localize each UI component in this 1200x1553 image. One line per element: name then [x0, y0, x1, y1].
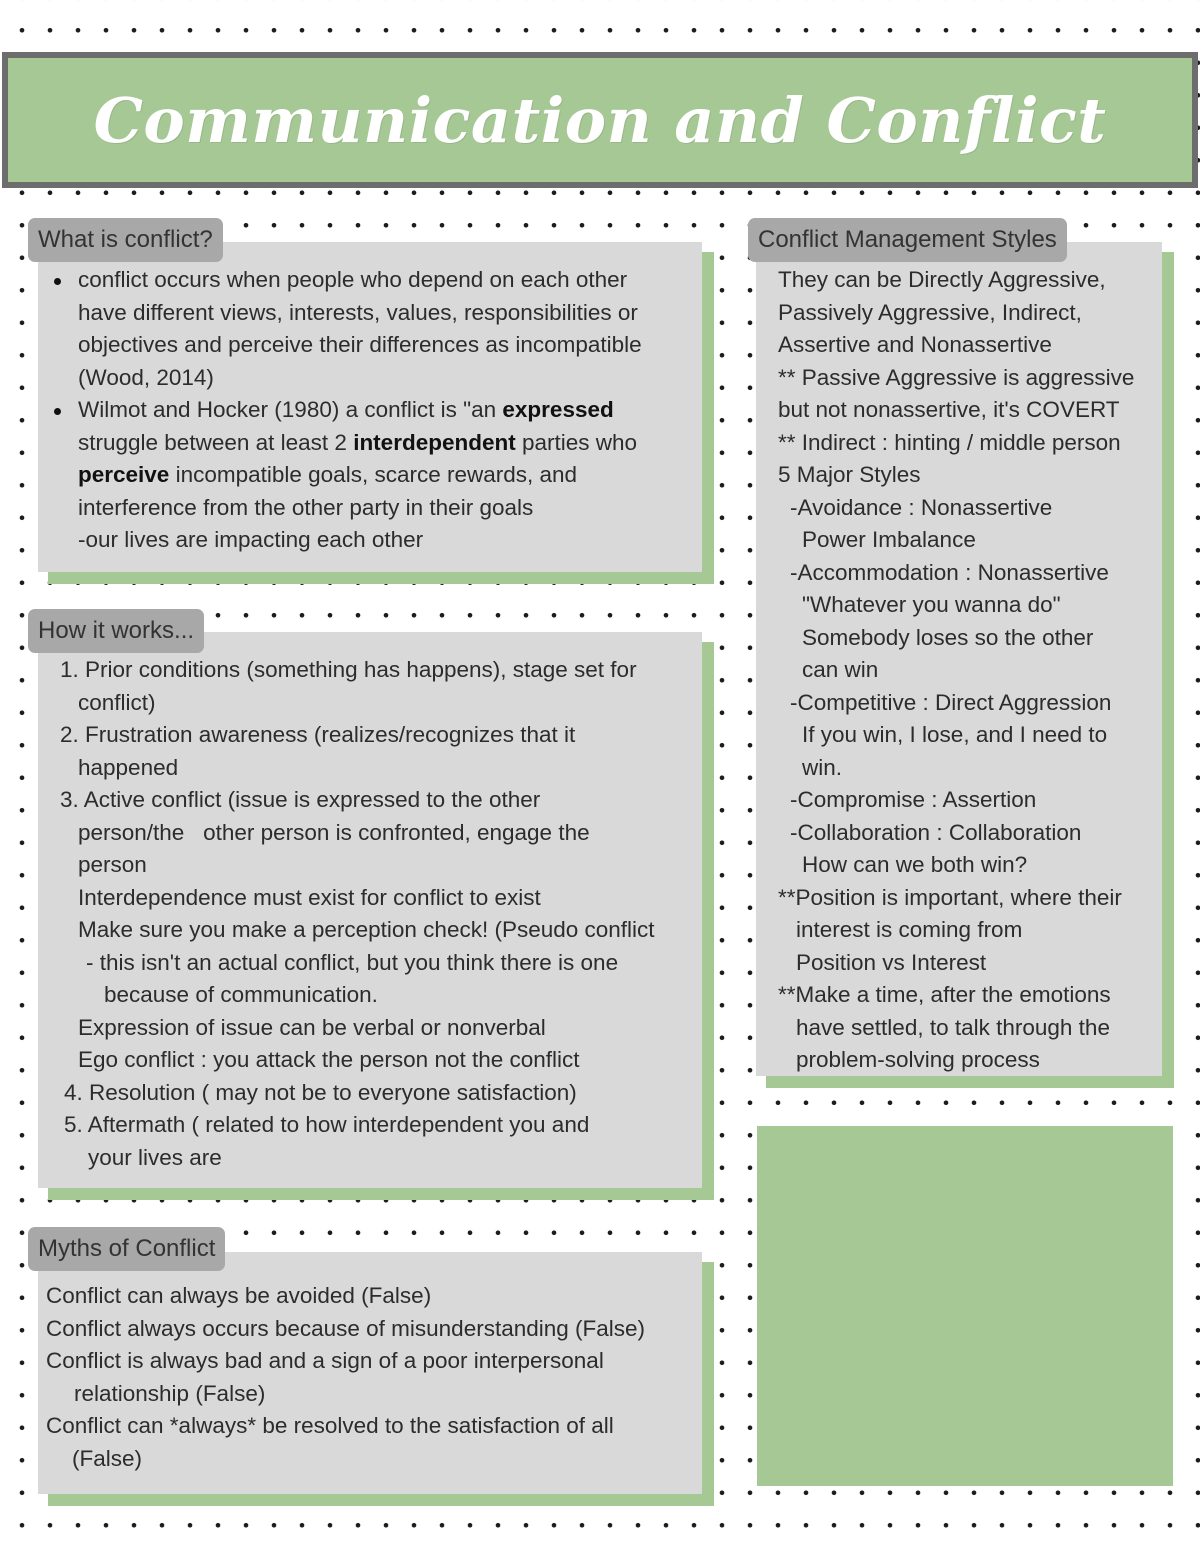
what-b2-line-5: -our lives are impacting each other [78, 527, 424, 552]
what-b1-line-3: objectives and perceive their differences as incompatible [78, 332, 642, 357]
how-line-15: 5. Aftermath ( related to how interdependent you and [64, 1112, 590, 1137]
what-b1-line-2: have different views, interests, values, responsibilities or [78, 299, 638, 325]
how-card [38, 632, 702, 1188]
myths-line-5: Conflict can *always* be resolved to the satisfaction of all [46, 1413, 614, 1438]
styles-line-13: can win [802, 657, 879, 682]
how-line-4: happened [78, 754, 179, 780]
myths-line-6: (False) [72, 1445, 143, 1471]
how-line-1: 1. Prior conditions (something has happens), stage set for [60, 657, 637, 682]
styles-line-8: -Avoidance : Nonassertive [790, 494, 1053, 520]
styles-line-12: Somebody loses so the other [802, 624, 1094, 650]
how-line-8: Interdependence must exist for conflict to exist [78, 884, 541, 910]
myths-line-2: Conflict always occurs because of misunderstanding (False) [46, 1315, 646, 1341]
styles-section-tag: Conflict Management Styles [748, 218, 1067, 262]
myths-line-3: Conflict is always bad and a sign of a poor interpersonal [46, 1348, 604, 1373]
styles-line-11: "Whatever you wanna do" [802, 592, 1061, 617]
what-b2-l1-text: Wilmot and Hocker (1980) a conflict is "an [78, 397, 503, 422]
how-line-10: - this isn't an actual conflict, but you think there is one [86, 949, 619, 975]
myths-card [38, 1252, 702, 1494]
styles-line-list [756, 264, 1134, 1077]
what-b2-l2-text: struggle between at least 2 [78, 429, 354, 455]
how-line-7: person [78, 852, 147, 877]
how-line-2: conflict) [78, 689, 156, 715]
styles-line-22: Position vs Interest [796, 949, 987, 975]
styles-line-20: **Position is important, where their [778, 884, 1122, 910]
how-line-5: 3. Active conflict (issue is expressed to the other [60, 787, 541, 812]
how-section-tag: How it works... [28, 609, 204, 653]
styles-line-17: -Compromise : Assertion [790, 787, 1037, 812]
styles-card [756, 242, 1162, 1076]
styles-line-5: but not nonassertive, it's COVERT [778, 397, 1120, 422]
how-line-13: Ego conflict : you attack the person not the conflict [78, 1047, 580, 1072]
page-title: Communication and Conflict [93, 83, 1107, 157]
what-b1-line-1: conflict occurs when people who depend on each other [78, 267, 628, 292]
what-b2-l3-bold: perceive [78, 462, 170, 487]
myths-section-tag: Myths of Conflict [28, 1227, 225, 1271]
what-b2-line-3 [78, 459, 642, 492]
what-b2-l1-bold: expressed [502, 397, 614, 422]
styles-line-21: interest is coming from [796, 917, 1023, 942]
styles-line-4: ** Passive Aggressive is aggressive [778, 364, 1135, 390]
styles-line-10: -Accommodation : Nonassertive [790, 559, 1109, 585]
how-line-9: Make sure you make a perception check! (Pseudo conflict [78, 917, 655, 942]
what-b2-line-1 [78, 394, 642, 427]
empty-green-panel [757, 1126, 1173, 1486]
styles-line-23: **Make a time, after the emotions [778, 982, 1111, 1007]
styles-line-2: Passively Aggressive, Indirect, [778, 299, 1082, 325]
styles-line-24: have settled, to talk through the [796, 1014, 1110, 1040]
how-line-12: Expression of issue can be verbal or nonverbal [78, 1014, 546, 1040]
how-line-3: 2. Frustration awareness (realizes/recognizes that it [60, 722, 576, 747]
what-bullet-1 [38, 264, 642, 394]
how-line-6: person/the other person is confronted, engage the [78, 819, 590, 845]
styles-line-9: Power Imbalance [802, 527, 976, 552]
myths-line-list [38, 1280, 645, 1475]
what-card [38, 242, 702, 572]
styles-line-7: 5 Major Styles [778, 462, 921, 487]
styles-line-16: win. [802, 754, 843, 780]
what-b1-line-4: (Wood, 2014) [78, 364, 214, 390]
what-bullet-2 [38, 394, 642, 557]
how-line-16: your lives are [88, 1144, 222, 1170]
myths-line-4: relationship (False) [74, 1380, 266, 1406]
styles-line-19: How can we both win? [802, 852, 1028, 877]
myths-line-1: Conflict can always be avoided (False) [46, 1283, 432, 1308]
how-line-11: because of communication. [104, 982, 378, 1007]
styles-line-18: -Collaboration : Collaboration [790, 819, 1082, 845]
what-b2-l2-text-post: parties who [515, 429, 638, 455]
how-line-14: 4. Resolution ( may not be to everyone satisfaction) [64, 1079, 577, 1105]
what-b2-line-4: interference from the other party in their goals [78, 494, 534, 520]
what-bullet-list [38, 264, 642, 557]
styles-line-3: Assertive and Nonassertive [778, 332, 1052, 357]
what-b2-l3-text: incompatible goals, scarce rewards, and [169, 462, 578, 487]
title-banner [2, 52, 1198, 188]
how-line-list [38, 654, 655, 1174]
styles-line-25: problem-solving process [796, 1047, 1040, 1072]
styles-line-1: They can be Directly Aggressive, [778, 267, 1106, 292]
styles-line-15: If you win, I lose, and I need to [802, 722, 1108, 747]
what-section-tag: What is conflict? [28, 218, 223, 262]
styles-line-6: ** Indirect : hinting / middle person [778, 429, 1121, 455]
what-b2-l2-bold: interdependent [353, 429, 516, 455]
what-b2-line-2 [78, 427, 642, 460]
styles-line-14: -Competitive : Direct Aggression [790, 689, 1112, 715]
